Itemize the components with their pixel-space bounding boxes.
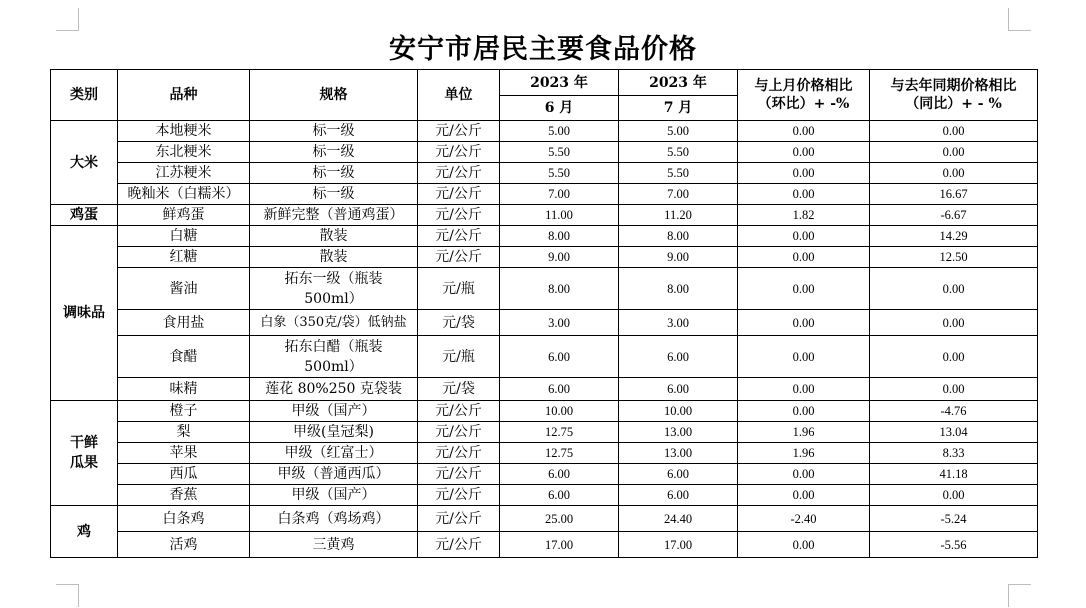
variety-cell: 西瓜 xyxy=(118,464,250,485)
july-price-cell: 7.00 xyxy=(619,184,738,205)
category-line: 瓜果 xyxy=(70,455,98,471)
july-price-cell: 24.40 xyxy=(619,506,738,532)
table-row xyxy=(51,163,1038,184)
june-price-cell: 9.00 xyxy=(500,247,619,268)
unit-cell: 元/公斤 xyxy=(418,121,500,142)
unit-cell: 元/袋 xyxy=(418,378,500,401)
june-price-cell: 10.00 xyxy=(500,401,619,422)
spec-cell: 甲级(皇冠梨) xyxy=(250,422,418,443)
spec-cell: 标一级 xyxy=(250,121,418,142)
table-row xyxy=(51,142,1038,163)
spec-cell: 甲级（红富士） xyxy=(250,443,418,464)
july-price-cell: 6.00 xyxy=(619,464,738,485)
yoy-cell: 0.00 xyxy=(870,378,1038,401)
table-row xyxy=(51,205,1038,226)
mom-cell: 1.96 xyxy=(738,422,870,443)
yoy-cell: 16.67 xyxy=(870,184,1038,205)
june-price-cell: 6.00 xyxy=(500,485,619,506)
yoy-cell: 0.00 xyxy=(870,485,1038,506)
header-spec: 规格 xyxy=(250,70,418,121)
crop-mark-top-right xyxy=(1008,8,1031,31)
july-price-cell: 5.50 xyxy=(619,163,738,184)
spec-cell: 标一级 xyxy=(250,142,418,163)
spec-cell xyxy=(250,336,418,378)
unit-cell: 元/袋 xyxy=(418,310,500,336)
header-year-july: 2023 年 xyxy=(619,70,738,96)
table-row xyxy=(51,485,1038,506)
june-price-cell: 6.00 xyxy=(500,336,619,378)
variety-cell: 活鸡 xyxy=(118,532,250,558)
category-line: 干鲜 xyxy=(70,435,98,451)
mom-cell: 1.82 xyxy=(738,205,870,226)
table-row xyxy=(51,506,1038,532)
header-month-july: 7 月 xyxy=(619,96,738,121)
june-price-cell: 5.50 xyxy=(500,163,619,184)
yoy-cell: 14.29 xyxy=(870,226,1038,247)
table-row xyxy=(51,247,1038,268)
category-egg: 鸡蛋 xyxy=(51,205,118,226)
mom-cell: 0.00 xyxy=(738,464,870,485)
header-mom-line1: 与上月价格相比 xyxy=(754,78,853,94)
spec-cell: 白象（350克/袋）低钠盐 xyxy=(250,310,418,336)
variety-cell: 苹果 xyxy=(118,443,250,464)
variety-cell: 味精 xyxy=(118,378,250,401)
june-price-cell: 12.75 xyxy=(500,443,619,464)
spec-cell: 新鲜完整（普通鸡蛋） xyxy=(250,205,418,226)
june-price-cell: 11.00 xyxy=(500,205,619,226)
unit-cell: 元/公斤 xyxy=(418,163,500,184)
spec-line: 500ml） xyxy=(304,358,363,375)
mom-cell: 0.00 xyxy=(738,226,870,247)
spec-cell: 莲花 80%250 克袋装 xyxy=(250,378,418,401)
header-category: 类别 xyxy=(51,70,118,121)
mom-cell: 0.00 xyxy=(738,336,870,378)
yoy-cell: 0.00 xyxy=(870,163,1038,184)
july-price-cell: 13.00 xyxy=(619,422,738,443)
price-table xyxy=(50,69,1038,558)
crop-mark-bottom-right xyxy=(1008,584,1031,607)
spec-line: 拓东白醋（瓶装 xyxy=(284,338,383,355)
unit-cell: 元/公斤 xyxy=(418,184,500,205)
mom-cell: 0.00 xyxy=(738,142,870,163)
yoy-cell: 12.50 xyxy=(870,247,1038,268)
june-price-cell: 17.00 xyxy=(500,532,619,558)
mom-cell: 0.00 xyxy=(738,247,870,268)
variety-cell: 梨 xyxy=(118,422,250,443)
june-price-cell: 12.75 xyxy=(500,422,619,443)
header-year-june: 2023 年 xyxy=(500,70,619,96)
mom-cell: 0.00 xyxy=(738,401,870,422)
mom-cell: 0.00 xyxy=(738,268,870,310)
table-row xyxy=(51,226,1038,247)
header-month-june: 6 月 xyxy=(500,96,619,121)
yoy-cell: 0.00 xyxy=(870,142,1038,163)
unit-cell: 元/公斤 xyxy=(418,142,500,163)
unit-cell: 元/公斤 xyxy=(418,464,500,485)
variety-cell: 食用盐 xyxy=(118,310,250,336)
spec-cell: 甲级（普通西瓜） xyxy=(250,464,418,485)
july-price-cell: 6.00 xyxy=(619,336,738,378)
july-price-cell: 9.00 xyxy=(619,247,738,268)
july-price-cell: 8.00 xyxy=(619,226,738,247)
yoy-cell: 0.00 xyxy=(870,336,1038,378)
yoy-cell: -5.24 xyxy=(870,506,1038,532)
table-row xyxy=(51,268,1038,310)
spec-cell xyxy=(250,268,418,310)
mom-cell: 0.00 xyxy=(738,532,870,558)
table-row xyxy=(51,422,1038,443)
table-row xyxy=(51,464,1038,485)
mom-cell: 1.96 xyxy=(738,443,870,464)
unit-cell: 元/公斤 xyxy=(418,401,500,422)
spec-cell: 甲级（国产） xyxy=(250,401,418,422)
header-yoy-line1: 与去年同期价格相比 xyxy=(890,78,1017,94)
june-price-cell: 3.00 xyxy=(500,310,619,336)
table-row xyxy=(51,336,1038,378)
yoy-cell: 41.18 xyxy=(870,464,1038,485)
table-row xyxy=(51,310,1038,336)
variety-cell: 香蕉 xyxy=(118,485,250,506)
header-yoy xyxy=(870,70,1038,121)
unit-cell: 元/公斤 xyxy=(418,443,500,464)
spec-cell: 散装 xyxy=(250,226,418,247)
variety-cell: 酱油 xyxy=(118,268,250,310)
category-seasoning: 调味品 xyxy=(51,226,118,401)
unit-cell: 元/公斤 xyxy=(418,485,500,506)
unit-cell: 元/公斤 xyxy=(418,506,500,532)
variety-cell: 白条鸡 xyxy=(118,506,250,532)
july-price-cell: 8.00 xyxy=(619,268,738,310)
spec-line: 500ml） xyxy=(304,290,363,307)
mom-cell: -2.40 xyxy=(738,506,870,532)
mom-cell: 0.00 xyxy=(738,378,870,401)
june-price-cell: 6.00 xyxy=(500,378,619,401)
yoy-cell: -5.56 xyxy=(870,532,1038,558)
unit-cell: 元/公斤 xyxy=(418,422,500,443)
unit-cell: 元/瓶 xyxy=(418,336,500,378)
variety-cell: 本地粳米 xyxy=(118,121,250,142)
header-yoy-line2: （同比）+ - % xyxy=(905,96,1002,112)
june-price-cell: 8.00 xyxy=(500,226,619,247)
yoy-cell: 8.33 xyxy=(870,443,1038,464)
unit-cell: 元/公斤 xyxy=(418,226,500,247)
category-fruit xyxy=(51,401,118,506)
mom-cell: 0.00 xyxy=(738,184,870,205)
july-price-cell: 11.20 xyxy=(619,205,738,226)
variety-cell: 食醋 xyxy=(118,336,250,378)
july-price-cell: 5.00 xyxy=(619,121,738,142)
july-price-cell: 10.00 xyxy=(619,401,738,422)
table-row xyxy=(51,532,1038,558)
june-price-cell: 6.00 xyxy=(500,464,619,485)
table-row xyxy=(51,121,1038,142)
variety-cell: 东北粳米 xyxy=(118,142,250,163)
spec-cell: 三黄鸡 xyxy=(250,532,418,558)
july-price-cell: 5.50 xyxy=(619,142,738,163)
yoy-cell: 0.00 xyxy=(870,268,1038,310)
variety-cell: 橙子 xyxy=(118,401,250,422)
header-variety: 品种 xyxy=(118,70,250,121)
july-price-cell: 17.00 xyxy=(619,532,738,558)
yoy-cell: 13.04 xyxy=(870,422,1038,443)
mom-cell: 0.00 xyxy=(738,310,870,336)
unit-cell: 元/公斤 xyxy=(418,532,500,558)
june-price-cell: 5.00 xyxy=(500,121,619,142)
july-price-cell: 6.00 xyxy=(619,378,738,401)
mom-cell: 0.00 xyxy=(738,485,870,506)
category-rice: 大米 xyxy=(51,121,118,205)
variety-cell: 红糖 xyxy=(118,247,250,268)
yoy-cell: -4.76 xyxy=(870,401,1038,422)
july-price-cell: 13.00 xyxy=(619,443,738,464)
mom-cell: 0.00 xyxy=(738,163,870,184)
july-price-cell: 6.00 xyxy=(619,485,738,506)
mom-cell: 0.00 xyxy=(738,121,870,142)
spec-cell: 甲级（国产） xyxy=(250,485,418,506)
table-row xyxy=(51,401,1038,422)
june-price-cell: 25.00 xyxy=(500,506,619,532)
yoy-cell: -6.67 xyxy=(870,205,1038,226)
june-price-cell: 7.00 xyxy=(500,184,619,205)
page-title: 安宁市居民主要食品价格 xyxy=(389,34,697,65)
spec-line: 拓东一级（瓶装 xyxy=(284,270,383,287)
variety-cell: 鲜鸡蛋 xyxy=(118,205,250,226)
yoy-cell: 0.00 xyxy=(870,310,1038,336)
table-row xyxy=(51,443,1038,464)
unit-cell: 元/瓶 xyxy=(418,268,500,310)
unit-cell: 元/公斤 xyxy=(418,205,500,226)
june-price-cell: 8.00 xyxy=(500,268,619,310)
header-unit: 单位 xyxy=(418,70,500,121)
unit-cell: 元/公斤 xyxy=(418,247,500,268)
spec-cell: 散装 xyxy=(250,247,418,268)
category-chicken: 鸡 xyxy=(51,506,118,558)
july-price-cell: 3.00 xyxy=(619,310,738,336)
spec-cell: 标一级 xyxy=(250,163,418,184)
header-mom-line2: （环比）+ -% xyxy=(757,96,850,112)
header-mom xyxy=(738,70,870,121)
spec-cell: 标一级 xyxy=(250,184,418,205)
yoy-cell: 0.00 xyxy=(870,121,1038,142)
variety-cell: 晚籼米（白糯米） xyxy=(118,184,250,205)
table-row xyxy=(51,184,1038,205)
crop-mark-top-left xyxy=(56,8,79,31)
table-row xyxy=(51,378,1038,401)
crop-mark-bottom-left xyxy=(56,584,79,607)
june-price-cell: 5.50 xyxy=(500,142,619,163)
variety-cell: 江苏粳米 xyxy=(118,163,250,184)
spec-cell: 白条鸡（鸡场鸡） xyxy=(250,506,418,532)
variety-cell: 白糖 xyxy=(118,226,250,247)
